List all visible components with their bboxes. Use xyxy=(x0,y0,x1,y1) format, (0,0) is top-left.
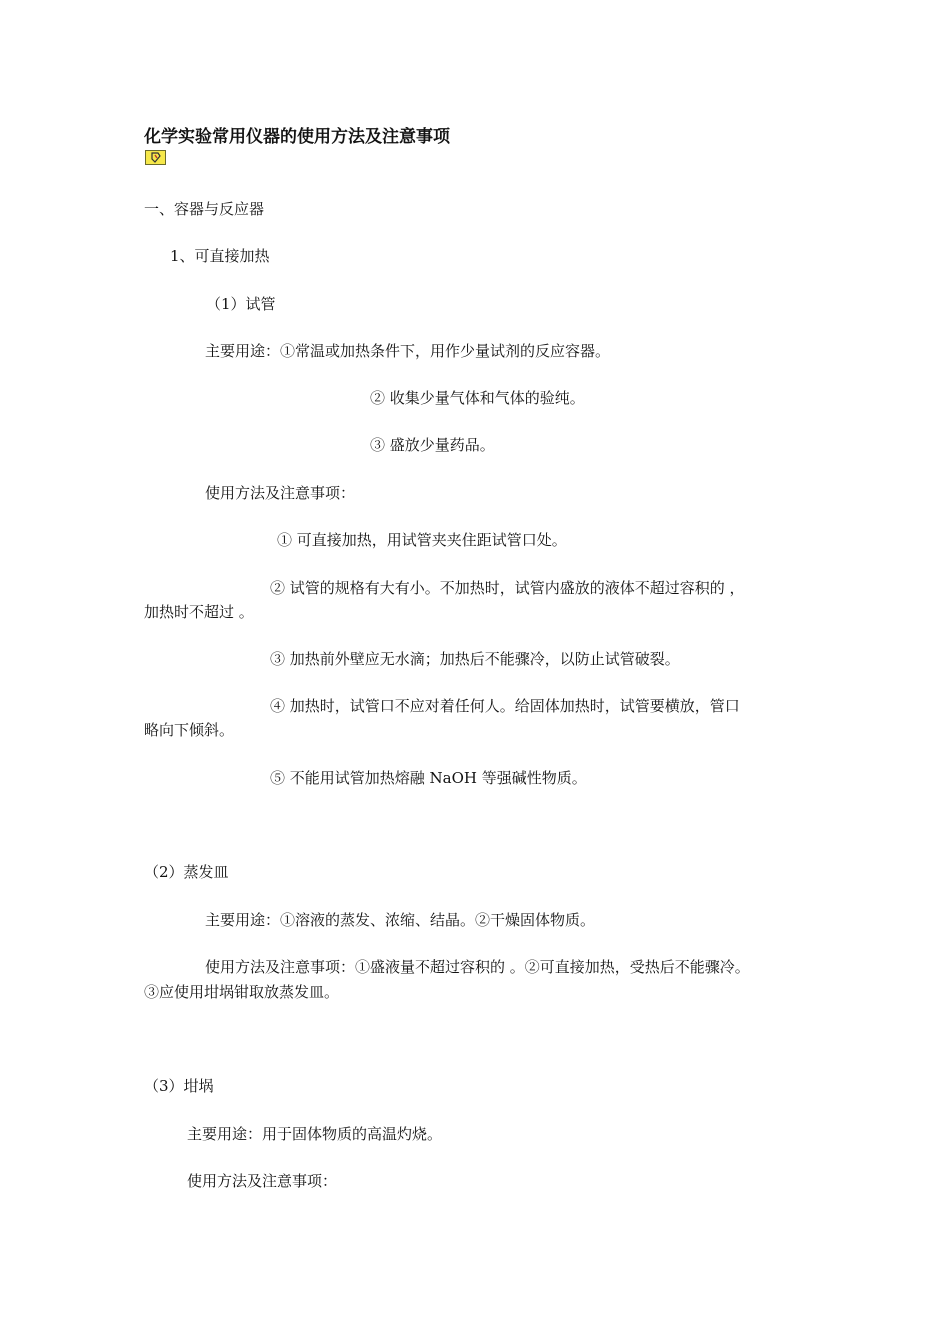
note-line: ① 可直接加热，用试管夹夹住距试管口处。 xyxy=(277,531,567,549)
page-title: 化学实验常用仪器的使用方法及注意事项 xyxy=(144,127,450,147)
note-line: ⑤ 不能用试管加热熔融 NaOH 等强碱性物质。 xyxy=(270,769,587,787)
item-heading-crucible: （3）坩埚 xyxy=(144,1077,214,1095)
note-line: ③ 加热前外壁应无水滴；加热后不能骤冷，以防止试管破裂。 xyxy=(270,650,680,668)
note-line: 略向下倾斜。 xyxy=(144,721,235,739)
note-line: 加热时不超过 。 xyxy=(144,603,254,621)
usage-line: 主要用途：用于固体物质的高温灼烧。 xyxy=(187,1125,443,1143)
usage-line: ③ 盛放少量药品。 xyxy=(370,436,495,454)
item-heading-test-tube: （1）试管 xyxy=(206,295,276,313)
usage-line: ② 收集少量气体和气体的验纯。 xyxy=(370,389,585,407)
usage-line: 主要用途：①溶液的蒸发、浓缩、结晶。②干燥固体物质。 xyxy=(205,911,596,929)
edit-note-icon xyxy=(145,150,166,165)
usage-line: 主要用途：①常温或加热条件下，用作少量试剂的反应容器。 xyxy=(205,342,611,360)
note-line: 使用方法及注意事项：①盛液量不超过容积的 。②可直接加热，受热后不能骤冷。 xyxy=(205,958,750,976)
notes-label: 使用方法及注意事项： xyxy=(187,1172,338,1190)
section-heading: 一、容器与反应器 xyxy=(144,200,265,218)
note-line: ② 试管的规格有大有小。不加热时，试管内盛放的液体不超过容积的 ， xyxy=(270,579,745,597)
subsection-heading: 1、可直接加热 xyxy=(170,247,270,265)
item-heading-evaporating-dish: （2）蒸发皿 xyxy=(144,863,229,881)
note-line: ③应使用坩埚钳取放蒸发皿。 xyxy=(144,983,340,1001)
notes-label: 使用方法及注意事项： xyxy=(205,484,356,502)
note-line: ④ 加热时，试管口不应对着任何人。给固体加热时，试管要横放，管口 xyxy=(270,697,740,715)
